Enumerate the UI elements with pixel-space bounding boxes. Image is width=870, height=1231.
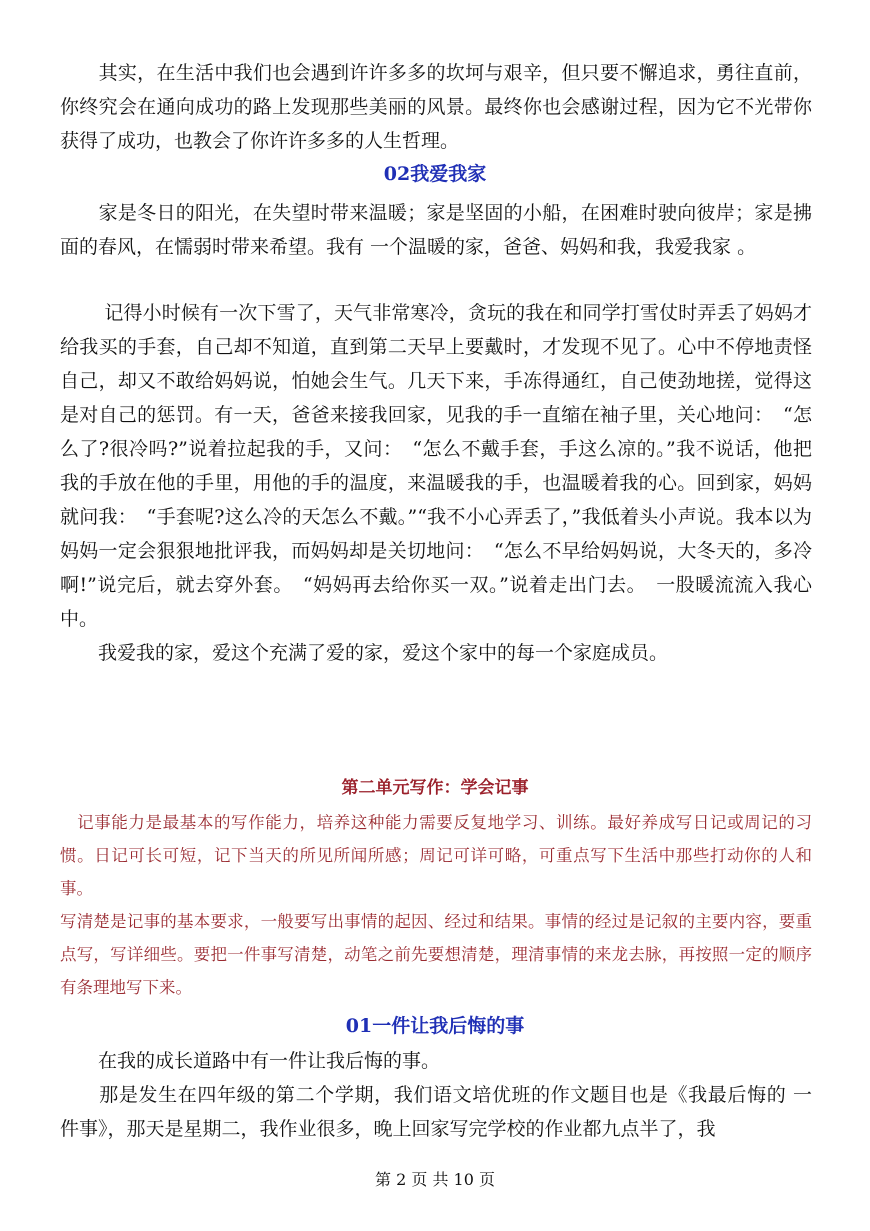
unit-paragraph-2: 写清楚是记事的基本要求，一般要写出事情的起因、经过和结果。事情的经过是记叙的主要内容，要重点写，写详细些。要把一件事写清楚，动笔之前先要想清楚，理清事情的来龙去脉，再按照一定的顺序有条理地写下来。 xyxy=(60,912,812,997)
regret-paragraph-2: 那是发生在四年级的第二个学期，我们语文培优班的作文题目也是《我最后悔的 一 件事》，那天是星期二，我作业很多，晚上回家写完学校的作业都九点半了，我 xyxy=(60,1084,812,1140)
unit-writing-title: 第二单元写作：学会记事 xyxy=(341,778,529,798)
unit-paragraph-1: 记事能力是最基本的写作能力，培养这种能力需要反复地学习、训练。最好养成写日记或周记的习惯。日记可长可短，记下当天的所见所闻所感；周记可详可略，可重点写下生活中那些打动你的人和事。 xyxy=(60,813,812,898)
home-paragraph-2: 记得小时候有一次下雪了，天气非常寒冷，贪玩的我在和同学打雪仗时弄丢了妈妈才给我买的手套，自己却不知道，直到第二天早上要戴时，才发现不见了。心中不停地责怪自己，却又不敢给妈妈说，怕她会生气。几天下来，手冻得通红，自己使劲地搓，觉得这是对自己的惩罚。有一天，爸爸来接我回家，见我的手一直缩在袖子里，关心地问： “怎么了?很冷吗?”说着拉起我的手，又问： “怎么不戴手套，手这么凉的。”我不说话，他把我的手放在他的手里，用他的手的温度，来温暖我的手，也温暖着我的心。回到家，妈妈就问我： “手套呢?这么冷的天怎么不戴。”“我不小心弄丢了，”我低着头小声说。我本以为妈妈一定会狠狠地批评我，而妈妈却是关切地问： “怎么不早给妈妈说，大冬天的，多冷啊!”说完后，就去穿外套。 “妈妈再去给你买一双。”说着走出门去。 一股暖流流入我心中。 xyxy=(60,302,812,630)
regret-paragraph-1: 在我的成长道路中有一件让我后悔的事。 xyxy=(60,1050,441,1072)
page-footer: 第 2 页 共 10 页 xyxy=(375,1170,495,1189)
section-title-my-home: 02我爱我家 xyxy=(383,163,487,185)
home-paragraph-3: 我爱我的家，爱这个充满了爱的家，爱这个家中的每一个家庭成员。 xyxy=(60,642,669,664)
home-paragraph-1: 家是冬日的阳光，在失望时带来温暖；家是坚固的小船，在困难时驶向彼岸；家是拂面的春风，在懦弱时带来希望。我有 一个温暖的家，爸爸、妈妈和我，我爱我家 。 xyxy=(60,202,812,258)
intro-paragraph: 其实，在生活中我们也会遇到许许多多的坎坷与艰辛，但只要不懈追求，勇往直前，你终究会在通向成功的路上发现那些美丽的风景。最终你也会感谢过程，因为它不光带你获得了成功，也教会了你许许多多的人生哲理。 xyxy=(60,62,812,152)
section-title-regret: 01一件让我后悔的事 xyxy=(345,1015,525,1037)
